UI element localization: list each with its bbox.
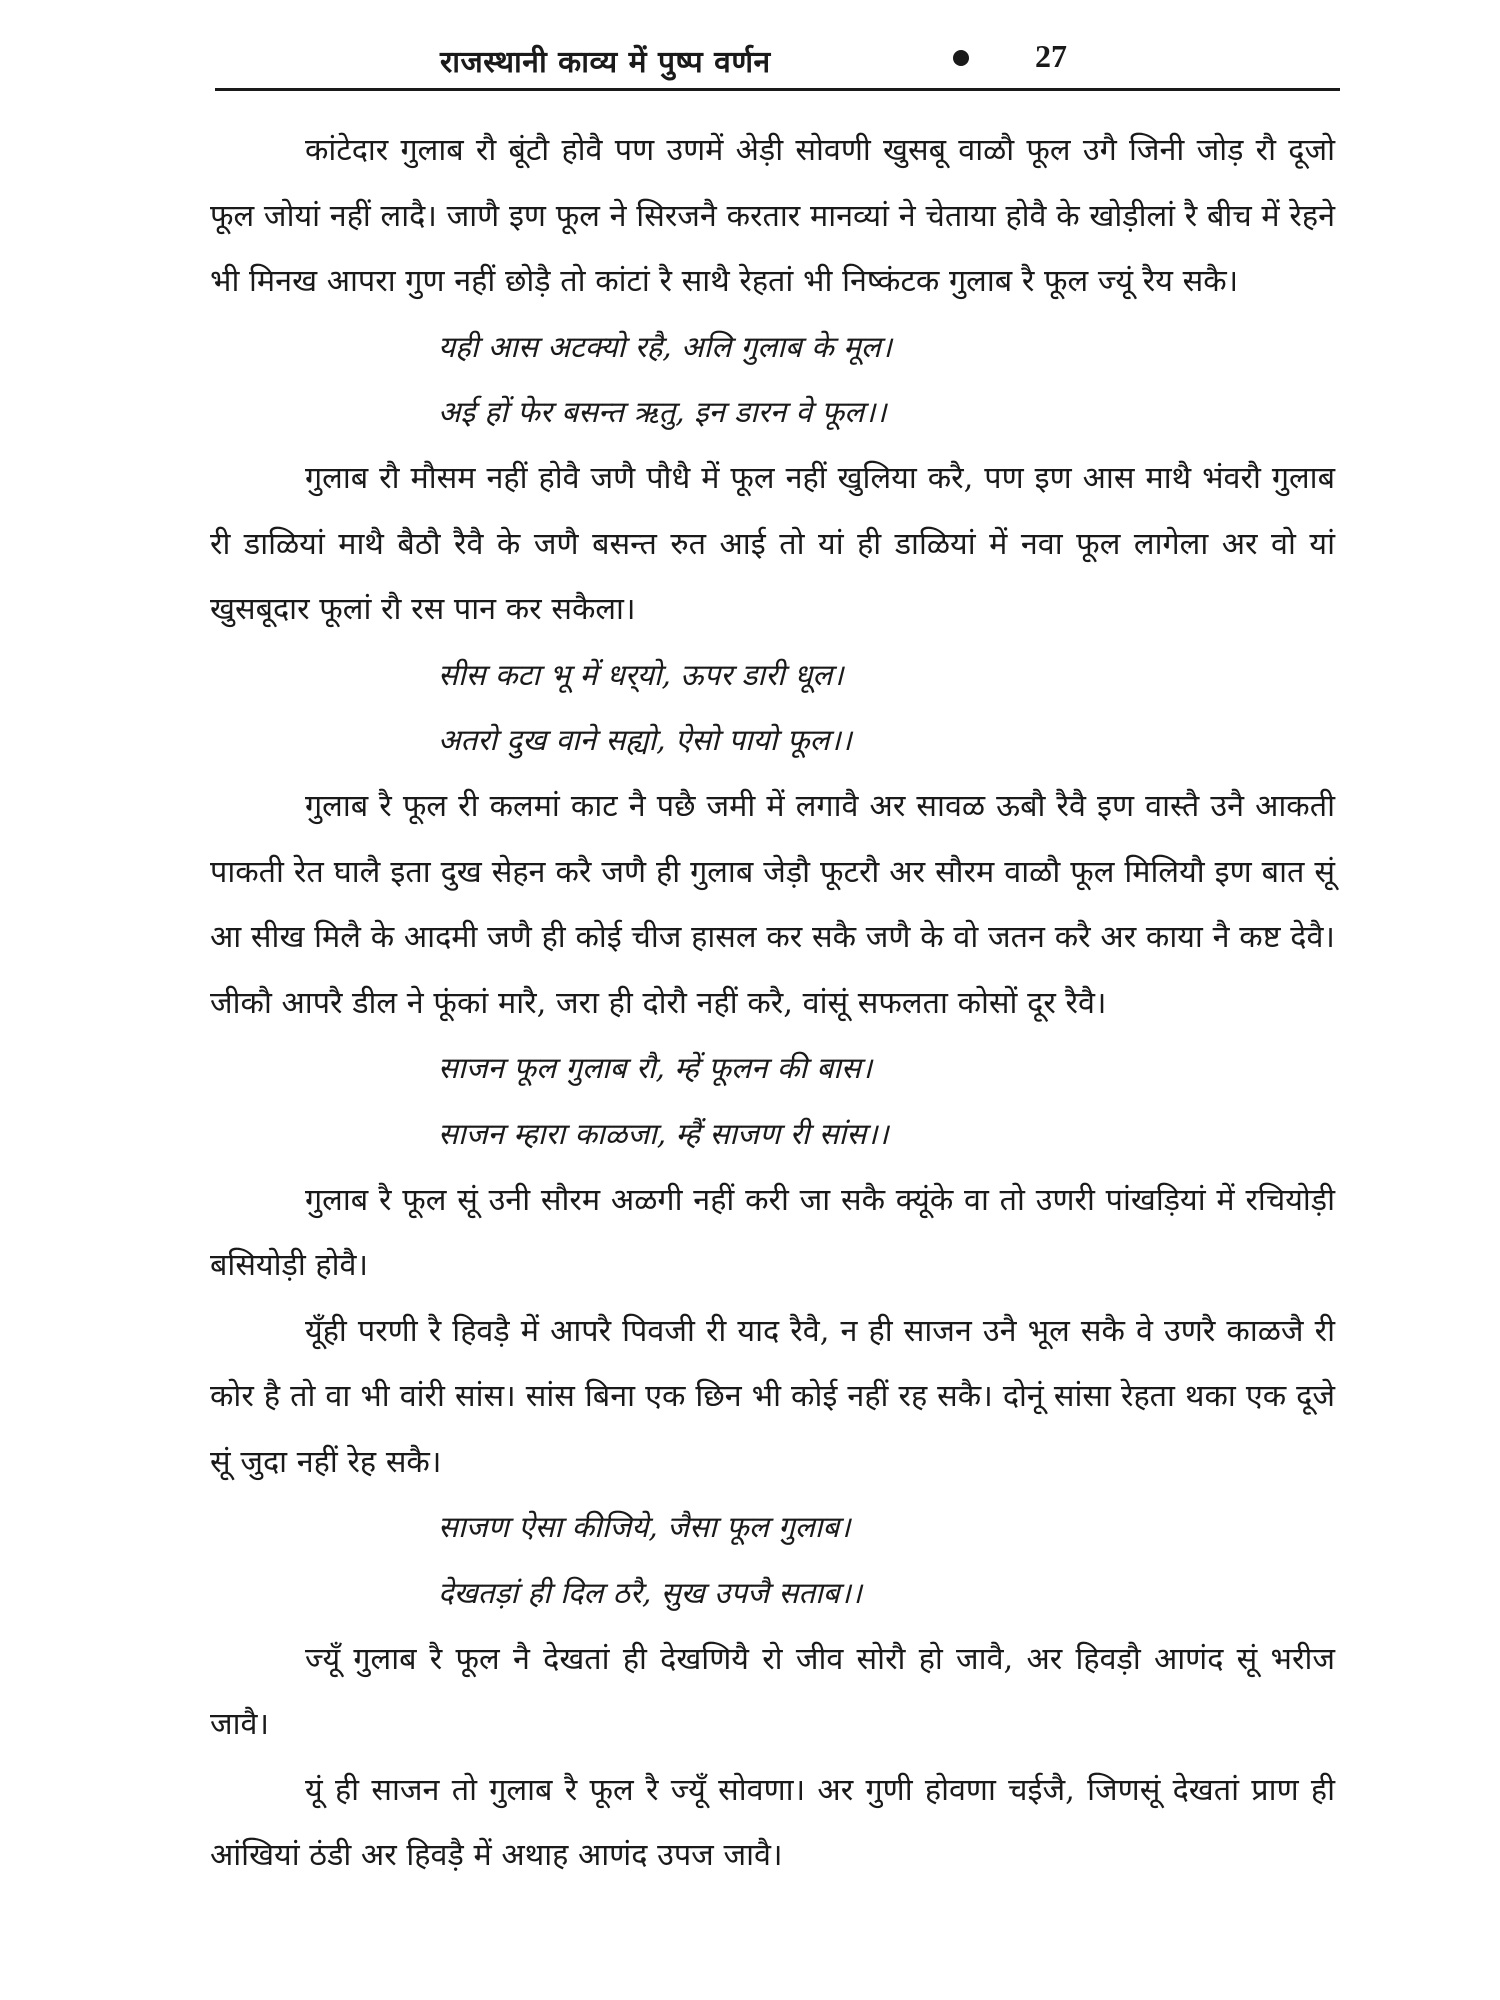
running-title: राजस्थानी काव्य में पुष्प वर्णन	[440, 45, 771, 80]
paragraph: कांटेदार गुलाब रौ बूंटौ होवै पण उणमें अेड़ी सोवणी खुसबू वाळौ फूल उगै जिनी जोड़ रौ दूजो फूल जोयां नहीं लादै। जाणै इण फूल ने सिरजनै करतार मानव्यां ने चेताया होवै के खोड़ीलां रै बीच में रेहने भी मिनख आपरा गुण नहीं छोड़ै तो कांटां रै साथै रेहतां भी निष्कंटक गुलाब रै फूल ज्यूं रैय सकै।	[210, 133, 1335, 300]
header-rule	[215, 88, 1340, 91]
body-text	[210, 118, 1335, 1889]
verse-line: सीस कटा भू में धर्‌यो, ऊपर डारी धूल।	[438, 657, 844, 692]
paragraph: यूँही परणी रै हिवड़ै में आपरै पिवजी री याद रैवै, न ही साजन उनै भूल सकै वे उणरै काळजै री कोर है तो वा भी वांरी सांस। सांस बिना एक छिन भी कोई नहीं रह सकै। दोनूं सांसा रेहता थका एक दूजे सूं जुदा नहीं रेह सकै।	[210, 1313, 1335, 1480]
verse-line: देखतड़ां ही दिल ठरै, सुख उपजै सताब।।	[438, 1576, 862, 1611]
verse-line: अई हों फेर बसन्त ऋतु, इन डारन वे फूल।।	[438, 395, 887, 430]
paragraph: गुलाब रै फूल री कलमां काट नै पछै जमी में लगावै अर सावळ ऊबौ रैवै इण वास्तै उनै आकती पाकती रेत घालै इता दुख सेहन करै जणै ही गुलाब जेड़ौ फूटरौ अर सौरम वाळौ फूल मिलियौ इण बात सूं आ सीख मिलै के आदमी जणै ही कोई चीज हासल कर सकै जणै के वो जतन करै अर काया नै कष्ट देवै। जीकौ आपरै डील ने फूंकां मारै, जरा ही दोरौ नहीं करै, वांसूं सफलता कोसों दूर रैवै।	[210, 788, 1335, 1021]
paragraph: गुलाब रै फूल सूं उनी सौरम अळगी नहीं करी जा सकै क्यूंके वा तो उणरी पांखड़ियां में रचियोड़ी बसियोड़ी होवै।	[210, 1182, 1335, 1284]
page-number: 27	[1035, 38, 1067, 74]
paragraph: यूं ही साजन तो गुलाब रै फूल रै ज्यूँ सोवणा। अर गुणी होवणा चईजै, जिणसूं देखतां प्राण ही आंखियां ठंडी अर हिवड़ै में अथाह आणंद उपज जावै।	[210, 1772, 1335, 1874]
verse-line: अतरो दुख वाने सह्यो, ऐसो पायो फूल।।	[438, 723, 852, 758]
bullet-separator	[953, 50, 969, 66]
running-header	[215, 22, 1340, 92]
paragraph: ज्यूँ गुलाब रै फूल नै देखतां ही देखणियै रो जीव सोरौ हो जावै, अर हिवड़ौ आणंद सूं भरीज जावै।	[210, 1641, 1335, 1743]
verse-line: साजन म्हारा काळजा, म्हैं साजण री सांस।।	[438, 1116, 889, 1151]
verse-line: साजन फूल गुलाब रौ, म्हें फूलन की बास।	[438, 1051, 873, 1086]
paragraph: गुलाब रौ मौसम नहीं होवै जणै पौधै में फूल नहीं खुलिया करै, पण इण आस माथै भंवरौ गुलाब री डाळियां माथै बैठौ रैवै के जणै बसन्त रुत आई तो यां ही डाळियां में नवा फूल लागेला अर वो यां खुसबूदार फूलां रौ रस पान कर सकैला।	[210, 460, 1335, 628]
verse-line: यही आस अटक्यो रहै, अलि गुलाब के मूल।	[438, 329, 892, 364]
verse-line: साजण ऐसा कीजिये, जैसा फूल गुलाब।	[438, 1510, 851, 1545]
